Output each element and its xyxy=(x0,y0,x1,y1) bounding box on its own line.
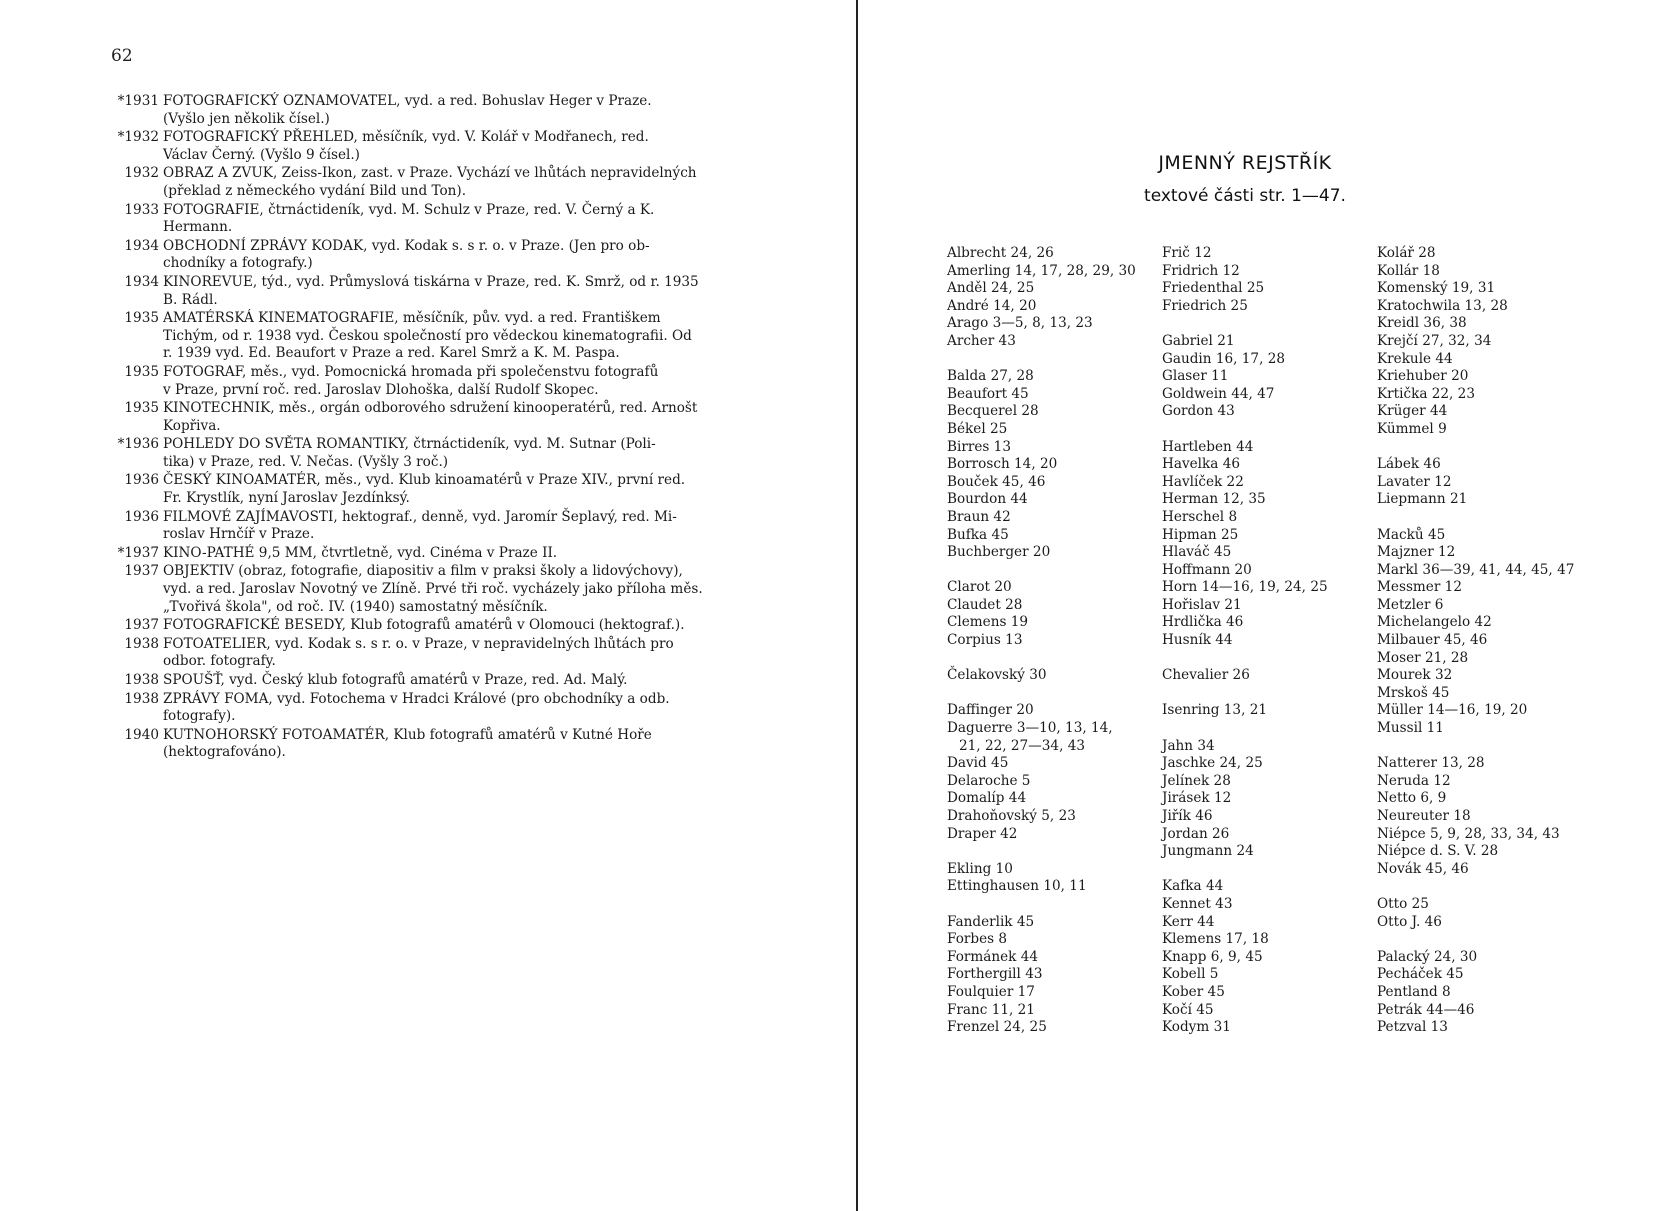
index-entry: Pentland 8 xyxy=(1377,983,1451,1000)
index-entry: Bourdon 44 xyxy=(947,491,1028,508)
periodical-entry xyxy=(111,472,771,507)
entry-line: Kopřiva. xyxy=(163,417,221,434)
index-entry: Beaufort 45 xyxy=(947,385,1029,402)
entry-line: B. Rádl. xyxy=(163,291,218,308)
entry-text xyxy=(163,472,771,507)
index-gap xyxy=(1162,861,1377,879)
index-entry: Kodym 31 xyxy=(1162,1019,1231,1036)
entry-line: v Praze, první roč. red. Jaroslav Dlohoška, další Rudolf Skopec. xyxy=(163,381,599,398)
entry-text xyxy=(163,129,771,164)
entry-line: Václav Černý. (Vyšlo 9 čísel.) xyxy=(163,146,360,163)
index-entry: Chevalier 26 xyxy=(1162,667,1250,684)
entry-line: Hermann. xyxy=(163,219,233,236)
index-entry: Frenzel 24, 25 xyxy=(947,1019,1047,1036)
index-entry: Fanderlik 45 xyxy=(947,913,1035,930)
entry-line: Tichým, od r. 1938 vyd. Českou společností pro vědeckou kinematografii. Od xyxy=(163,327,692,344)
index-entry: Becquerel 28 xyxy=(947,403,1039,420)
index-entry: Hartleben 44 xyxy=(1162,438,1254,455)
entry-text xyxy=(163,400,771,435)
index-gap xyxy=(1377,439,1592,457)
entry-text xyxy=(163,727,771,762)
index-entry: Kobell 5 xyxy=(1162,966,1219,983)
index-gap xyxy=(1162,685,1377,703)
index-entry: Knapp 6, 9, 45 xyxy=(1162,948,1263,965)
index-entry: Ekling 10 xyxy=(947,860,1013,877)
index-entry: Krejčí 27, 32, 34 xyxy=(1377,332,1492,349)
index-entry: Bouček 45, 46 xyxy=(947,473,1046,490)
index-entry: Husník 44 xyxy=(1162,632,1233,649)
index-gap xyxy=(1377,878,1592,896)
index-entry: Markl 36—39, 41, 44, 45, 47 xyxy=(1377,561,1575,578)
entry-line: POHLEDY DO SVĚTA ROMANTIKY, čtrnáctideník, vyd. M. Sutnar (Poli- xyxy=(163,436,656,453)
index-entry: Kreidl 36, 38 xyxy=(1377,315,1467,332)
entry-line: tika) v Praze, red. V. Nečas. (Vyšly 3 roč.) xyxy=(163,453,449,470)
index-entry: Krüger 44 xyxy=(1377,403,1448,420)
entry-text xyxy=(163,691,771,726)
periodical-entry xyxy=(111,672,771,690)
index-entry: Claudet 28 xyxy=(947,596,1023,613)
entry-line: KINO-PATHÉ 9,5 MM, čtvrtletně, vyd. Cinéma v Praze II. xyxy=(163,544,558,561)
index-entry: Lábek 46 xyxy=(1377,456,1441,473)
index-entry: Müller 14—16, 19, 20 xyxy=(1377,702,1528,719)
index-entry: Kriehuber 20 xyxy=(1377,368,1469,385)
index-entry: Anděl 24, 25 xyxy=(947,280,1035,297)
index-entry: Palacký 24, 30 xyxy=(1377,948,1478,965)
entry-year: 1938 xyxy=(124,635,159,652)
periodicals-list xyxy=(111,93,771,763)
index-column-2 xyxy=(1162,245,1377,1037)
index-entry: Albrecht 24, 26 xyxy=(947,245,1054,261)
periodical-entry xyxy=(111,691,771,726)
index-entry: Krekule 44 xyxy=(1377,350,1453,367)
entry-text xyxy=(163,563,771,616)
entry-line: (Vyšlo jen několik čísel.) xyxy=(163,110,330,127)
entry-line: roslav Hrnčíř v Praze. xyxy=(163,526,315,543)
index-entry: Kennet 43 xyxy=(1162,895,1233,912)
index-entry: Hipman 25 xyxy=(1162,526,1239,543)
index-entry: Komenský 19, 31 xyxy=(1377,280,1496,297)
entry-line: KUTNOHORSKÝ FOTOAMATÉR, Klub fotografů amatérů v Kutné Hoře xyxy=(163,726,652,743)
index-gap xyxy=(1162,421,1377,439)
index-entry: Moser 21, 28 xyxy=(1377,649,1469,666)
index-entry: Majzner 12 xyxy=(1377,544,1456,561)
index-gap xyxy=(1377,509,1592,527)
entry-line: KINOTECHNIK, měs., orgán odborového sdružení kinooperatérů, red. Arnošt xyxy=(163,400,698,417)
index-entry: Friedrich 25 xyxy=(1162,297,1248,314)
index-entry: Metzler 6 xyxy=(1377,596,1444,613)
index-entry: Clarot 20 xyxy=(947,579,1012,596)
entry-line: OBCHODNÍ ZPRÁVY KODAK, vyd. Kodak s. s r. o. v Praze. (Jen pro ob- xyxy=(163,237,650,254)
periodical-entry xyxy=(111,436,771,471)
entry-text xyxy=(163,509,771,544)
index-gap xyxy=(1377,931,1592,949)
index-entry: Hoffmann 20 xyxy=(1162,561,1252,578)
index-entry: Clemens 19 xyxy=(947,614,1029,631)
entry-line: ZPRÁVY FOMA, vyd. Fotochema v Hradci Králové (pro obchodníky a odb. xyxy=(163,690,670,707)
periodical-entry xyxy=(111,563,771,616)
index-entry: Békel 25 xyxy=(947,420,1008,437)
index-entry: Neureuter 18 xyxy=(1377,808,1471,824)
entry-year: 1938 xyxy=(124,690,159,707)
index-entry: André 14, 20 xyxy=(947,297,1037,314)
index-entry: Corpius 13 xyxy=(947,632,1023,649)
index-entry: Horn 14—16, 19, 24, 25 xyxy=(1162,579,1328,596)
index-entry: Kratochwila 13, 28 xyxy=(1377,297,1508,314)
index-title: JMENNÝ REJSTŘÍK xyxy=(1158,152,1332,174)
index-entry: Natterer 13, 28 xyxy=(1377,755,1485,772)
entry-line: FOTOGRAFICKÝ PŘEHLED, měsíčník, vyd. V. Kolář v Modřanech, red. xyxy=(163,129,649,146)
index-entry: Petrák 44—46 xyxy=(1377,1001,1475,1018)
entry-year: 1940 xyxy=(124,726,159,743)
index-entry: Buchberger 20 xyxy=(947,544,1051,561)
index-entry: Krtička 22, 23 xyxy=(1377,385,1475,402)
index-column-1 xyxy=(947,245,1162,1037)
entry-year: 1934 xyxy=(124,273,159,290)
index-gap xyxy=(947,843,1162,861)
entry-year: 1935 xyxy=(124,310,159,327)
entry-year: 1938 xyxy=(124,672,159,688)
index-entry: Liepmann 21 xyxy=(1377,491,1468,508)
entry-year: 1935 xyxy=(124,400,159,417)
page-number: 62 xyxy=(111,46,133,66)
entry-line: SPOUŠŤ, vyd. Český klub fotografů amatérů v Praze, red. Ad. Malý. xyxy=(163,672,628,688)
entry-text xyxy=(163,364,771,399)
index-entry: Jordan 26 xyxy=(1162,825,1230,842)
index-entry: Havlíček 22 xyxy=(1162,473,1244,490)
entry-text xyxy=(163,436,771,471)
index-entry: Kober 45 xyxy=(1162,983,1225,1000)
index-entry: Daguerre 3—10, 13, 14, xyxy=(947,720,1113,737)
entry-line: chodníky a fotografy.) xyxy=(163,255,313,272)
index-entry: Kolář 28 xyxy=(1377,245,1436,261)
entry-line: (překlad z německého vydání Bild und Ton). xyxy=(163,182,467,199)
index-entry: Jungmann 24 xyxy=(1162,843,1254,860)
index-entry: Kafka 44 xyxy=(1162,878,1224,895)
entry-line: r. 1939 vyd. Ed. Beaufort v Praze a red. Karel Smrž a K. M. Paspa. xyxy=(163,345,620,362)
periodical-entry xyxy=(111,727,771,762)
index-gap xyxy=(1377,738,1592,756)
index-entry: Havelka 46 xyxy=(1162,456,1240,473)
index-entry: Forthergill 43 xyxy=(947,966,1043,983)
index-entry: Michelangelo 42 xyxy=(1377,614,1492,631)
periodical-entry xyxy=(111,636,771,671)
index-entry: Goldwein 44, 47 xyxy=(1162,385,1275,402)
index-entry: Niépce d. S. V. 28 xyxy=(1377,843,1499,860)
entry-line: (hektografováno). xyxy=(163,744,286,761)
index-entry: Ettinghausen 10, 11 xyxy=(947,878,1087,895)
index-entry: Novák 45, 46 xyxy=(1377,860,1469,877)
index-entry: Bufka 45 xyxy=(947,526,1009,543)
index-entry: Amerling 14, 17, 28, 29, 30 xyxy=(947,262,1136,279)
entry-year: 1936 xyxy=(124,472,159,489)
entry-line: FOTOGRAFICKÝ OZNAMOVATEL, vyd. a red. Bohuslav Heger v Praze. xyxy=(163,93,652,109)
index-entry: Franc 11, 21 xyxy=(947,1001,1035,1018)
index-entry: Herman 12, 35 xyxy=(1162,491,1266,508)
entry-text xyxy=(163,545,771,563)
index-entry: Klemens 17, 18 xyxy=(1162,931,1269,948)
periodical-entry xyxy=(111,274,771,309)
entry-year: 1935 xyxy=(124,363,159,380)
periodical-entry xyxy=(111,364,771,399)
index-gap xyxy=(947,562,1162,580)
entry-year: 1933 xyxy=(124,201,159,218)
periodical-entry xyxy=(111,310,771,363)
entry-line: FOTOATELIER, vyd. Kodak s. s r. o. v Praze, v nepravidelných lhůtách pro xyxy=(163,635,674,652)
index-entry: Jiřík 46 xyxy=(1162,808,1213,824)
index-entry: Herschel 8 xyxy=(1162,508,1238,525)
entry-text xyxy=(163,93,771,128)
entry-text xyxy=(163,310,771,363)
entry-year: 1936 xyxy=(124,508,159,525)
index-gap xyxy=(1162,650,1377,668)
index-entry: Hrdlička 46 xyxy=(1162,614,1244,631)
entry-year: 1937 xyxy=(124,617,159,634)
entry-line: FILMOVÉ ZAJÍMAVOSTI, hektograf., denně, vyd. Jaromír Šeplavý, red. Mi- xyxy=(163,508,677,525)
periodical-entry xyxy=(111,400,771,435)
index-entry: Kočí 45 xyxy=(1162,1001,1214,1018)
entry-text xyxy=(163,274,771,309)
entry-text xyxy=(163,617,771,635)
index-entry: Birres 13 xyxy=(947,438,1011,455)
index-entry: Petzval 13 xyxy=(1377,1019,1448,1036)
periodical-entry xyxy=(111,165,771,200)
index-entry: Jirásek 12 xyxy=(1162,790,1232,807)
index-entry: Friedenthal 25 xyxy=(1162,280,1265,297)
index-entry: Gabriel 21 xyxy=(1162,332,1235,349)
entry-line: vyd. a red. Jaroslav Novotný ve Zlíně. Prvé tři roč. vycházely jako příloha měs. xyxy=(163,581,703,598)
index-entry-continuation: 21, 22, 27—34, 43 xyxy=(959,737,1086,754)
index-entry: Borrosch 14, 20 xyxy=(947,456,1058,473)
entry-line: KINOREVUE, týd., vyd. Průmyslová tiskárna v Praze, red. K. Smrž, od r. 1935 xyxy=(163,273,699,290)
index-entry: Braun 42 xyxy=(947,508,1011,525)
entry-text xyxy=(163,202,771,237)
entry-line: FOTOGRAF, měs., vyd. Pomocnická hromada při společenstvu fotografů xyxy=(163,363,659,380)
index-entry: Čelakovský 30 xyxy=(947,667,1047,684)
entry-year: 1932 xyxy=(124,165,159,182)
index-entry: Formánek 44 xyxy=(947,948,1039,965)
entry-line: AMATÉRSKÁ KINEMATOGRAFIE, měsíčník, pův. vyd. a red. Františkem xyxy=(163,310,661,327)
index-entry: Kollár 18 xyxy=(1377,262,1440,279)
entry-line: ČESKÝ KINOAMATÉR, měs., vyd. Klub kinoamatérů v Praze XIV., první red. xyxy=(163,472,686,489)
index-entry: Delaroche 5 xyxy=(947,772,1031,789)
index-entry: Fridrich 12 xyxy=(1162,262,1240,279)
index-entry: Mourek 32 xyxy=(1377,667,1453,684)
index-entry: Otto 25 xyxy=(1377,895,1429,912)
index-entry: Frič 12 xyxy=(1162,245,1212,261)
periodical-entry xyxy=(111,617,771,635)
index-entry: Isenring 13, 21 xyxy=(1162,702,1268,719)
entry-year: *1936 xyxy=(117,436,159,453)
index-entry: Daffinger 20 xyxy=(947,702,1034,719)
index-subtitle: textové části str. 1—47. xyxy=(1144,186,1346,206)
index-entry: Kümmel 9 xyxy=(1377,420,1447,437)
index-entry: Gaudin 16, 17, 28 xyxy=(1162,350,1286,367)
entry-line: OBRAZ A ZVUK, Zeiss-Ikon, zast. v Praze. Vychází ve lhůtách nepravidelných xyxy=(163,165,697,182)
entry-line: FOTOGRAFICKÉ BESEDY, Klub fotografů amatérů v Olomouci (hektograf.). xyxy=(163,617,685,634)
index-entry: Netto 6, 9 xyxy=(1377,790,1447,807)
periodical-entry xyxy=(111,238,771,273)
index-entry: Mussil 11 xyxy=(1377,720,1444,737)
index-entry: Gordon 43 xyxy=(1162,403,1235,420)
index-entry: Jelínek 28 xyxy=(1162,772,1231,789)
index-gap xyxy=(947,685,1162,703)
index-entry: Mrskoš 45 xyxy=(1377,684,1450,701)
index-column-3 xyxy=(1377,245,1592,1037)
entry-text xyxy=(163,238,771,273)
entry-year: 1934 xyxy=(124,237,159,254)
entry-line: fotografy). xyxy=(163,708,236,725)
index-entry: Niépce 5, 9, 28, 33, 34, 43 xyxy=(1377,825,1560,842)
index-entry: Pecháček 45 xyxy=(1377,966,1464,983)
index-entry: Foulquier 17 xyxy=(947,983,1035,1000)
index-entry: Glaser 11 xyxy=(1162,368,1229,385)
index-entry: Forbes 8 xyxy=(947,931,1008,948)
index-entry: Balda 27, 28 xyxy=(947,368,1034,385)
index-gap xyxy=(947,650,1162,668)
periodical-entry xyxy=(111,93,771,128)
index-entry: Domalíp 44 xyxy=(947,790,1027,807)
index-entry: Arago 3—5, 8, 13, 23 xyxy=(947,315,1093,332)
periodical-entry xyxy=(111,509,771,544)
index-entry: Draper 42 xyxy=(947,825,1018,842)
index-gap xyxy=(947,351,1162,369)
index-gap xyxy=(1162,720,1377,738)
entry-line: OBJEKTIV (obraz, fotografie, diapositiv a film v praksi školy a lidovýchovy), xyxy=(163,563,683,580)
index-entry: Hlaváč 45 xyxy=(1162,544,1232,561)
entry-line: odbor. fotografy. xyxy=(163,653,276,670)
index-entry: Milbauer 45, 46 xyxy=(1377,632,1488,649)
entry-text xyxy=(163,165,771,200)
entry-text xyxy=(163,672,771,690)
index-entry: Jahn 34 xyxy=(1162,737,1215,754)
entry-year: *1931 xyxy=(117,93,159,109)
index-entry: Lavater 12 xyxy=(1377,473,1452,490)
index-gap xyxy=(1162,315,1377,333)
index-entry: Drahoňovský 5, 23 xyxy=(947,808,1076,824)
index-entry: Neruda 12 xyxy=(1377,772,1451,789)
index-entry: Otto J. 46 xyxy=(1377,913,1442,930)
index-entry: Hořislav 21 xyxy=(1162,596,1242,613)
entry-year: *1937 xyxy=(117,544,159,561)
periodical-entry xyxy=(111,129,771,164)
page-gutter xyxy=(856,0,858,1211)
entry-line: FOTOGRAFIE, čtrnáctideník, vyd. M. Schulz v Praze, red. V. Černý a K. xyxy=(163,201,655,218)
periodical-entry xyxy=(111,545,771,563)
index-entry: Kerr 44 xyxy=(1162,913,1215,930)
index-entry: Messmer 12 xyxy=(1377,579,1462,596)
index-entry: Macků 45 xyxy=(1377,526,1446,543)
index-gap xyxy=(947,896,1162,914)
index-entry: David 45 xyxy=(947,755,1009,772)
entry-year: 1937 xyxy=(124,563,159,580)
entry-year: *1932 xyxy=(117,129,159,146)
index-entry: Jaschke 24, 25 xyxy=(1162,755,1263,772)
periodical-entry xyxy=(111,202,771,237)
index-entry: Archer 43 xyxy=(947,332,1016,349)
entry-line: „Tvořivá škola", od roč. IV. (1940) samostatný měsíčník. xyxy=(163,598,548,615)
entry-line: Fr. Krystlík, nyní Jaroslav Jezdínksý. xyxy=(163,490,410,507)
entry-text xyxy=(163,636,771,671)
